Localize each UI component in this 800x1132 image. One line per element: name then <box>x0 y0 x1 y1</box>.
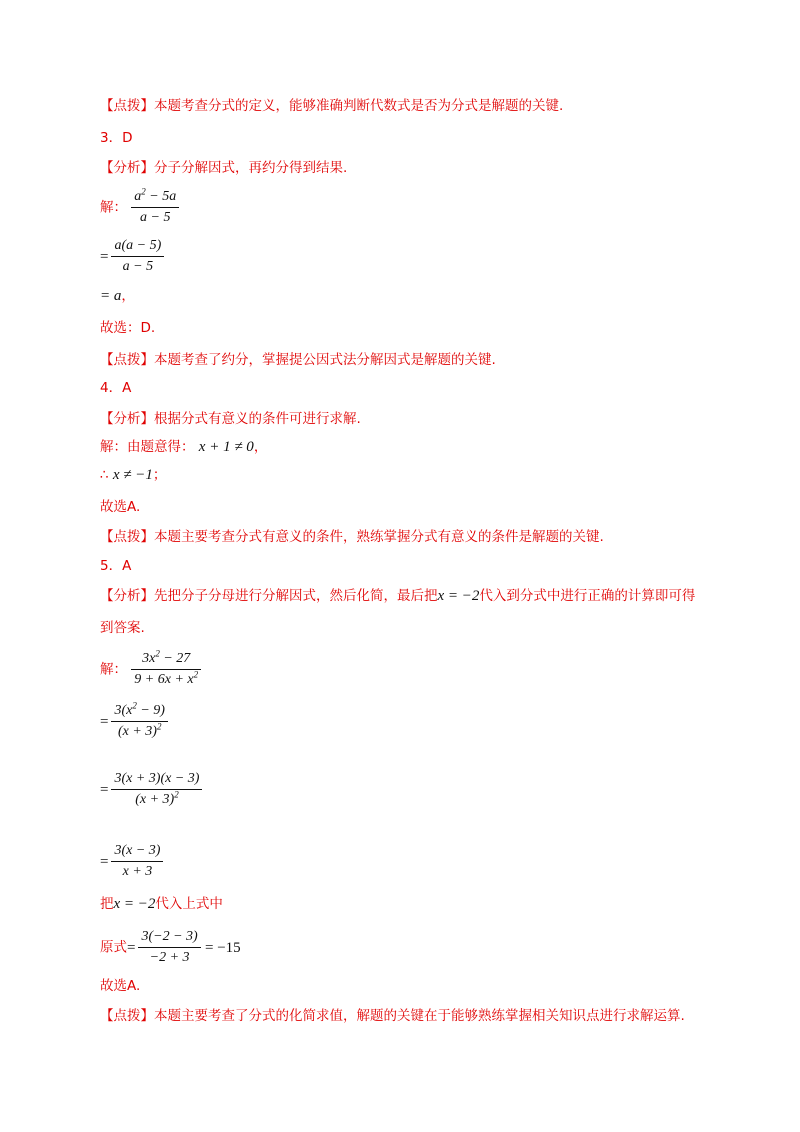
q3-step2 <box>100 237 164 276</box>
fraction <box>138 928 200 967</box>
numerator: 3(x + 3)(x − 3) <box>114 771 200 786</box>
q5-substitute <box>100 894 223 914</box>
solve-label: 解： <box>100 199 127 216</box>
q4-condition <box>100 437 267 457</box>
result-expression: = a <box>100 288 122 304</box>
q5-tip <box>100 1006 685 1026</box>
numerator: a(a − 5) <box>114 238 162 253</box>
result-expression: x ≠ −1 <box>112 467 153 483</box>
denominator: a − 5 <box>131 207 179 227</box>
q4-analysis <box>100 409 361 429</box>
substitute-label: 把 <box>100 896 114 912</box>
tip-text: 本题考查了约分，掌握提公因式法分解因式是解题的关键. <box>154 352 496 368</box>
solve-label: 解： <box>100 661 127 678</box>
therefore-symbol: ∴ <box>100 467 109 483</box>
tip-tag: 【点拨】 <box>100 98 154 114</box>
tip-text: 本题主要考查分式有意义的条件，熟练掌握分式有意义的条件是解题的关键. <box>154 529 604 545</box>
q5-analysis-wrap: 到答案. <box>100 620 145 636</box>
q2-tip <box>100 96 563 116</box>
fraction <box>131 650 201 689</box>
q5-step4 <box>100 842 163 881</box>
q4-choose: 故选A. <box>100 499 141 515</box>
q5-step1 <box>100 650 201 689</box>
fraction <box>131 188 179 227</box>
analysis-text-cont: 代入到分式中进行正确的计算即可得 <box>479 588 696 604</box>
substitute-label-cont: 代入上式中 <box>155 896 223 912</box>
numerator: $a^2 - 5a$ <box>134 186 177 204</box>
punctuation: ， <box>121 288 135 304</box>
q4-tip <box>100 527 604 547</box>
q4-result <box>100 465 166 485</box>
denominator: $(x + 3)^2$ <box>111 789 202 809</box>
denominator: $(x + 3)^2$ <box>111 721 168 741</box>
analysis-text: 根据分式有意义的条件可进行求解. <box>154 411 361 427</box>
fraction <box>111 237 164 276</box>
equals-sign: = <box>127 939 136 956</box>
numerator: $3x^2 - 27$ <box>142 648 191 666</box>
q5-step2 <box>100 702 168 741</box>
analysis-tag: 【分析】 <box>100 588 154 604</box>
q5-step3 <box>100 770 202 809</box>
q5-original <box>100 928 244 967</box>
solve-label: 解：由题意得： <box>100 439 195 455</box>
original-label: 原式 <box>100 939 127 956</box>
equals-sign: = <box>100 853 109 870</box>
equals-sign: = <box>100 781 109 798</box>
fraction <box>111 702 168 741</box>
equals-sign: = <box>100 248 109 265</box>
tip-text: 本题考查分式的定义，能够准确判断代数式是否为分式是解题的关键. <box>154 98 564 114</box>
tip-tag: 【点拨】 <box>100 529 154 545</box>
result-expression: = −15 <box>204 939 241 956</box>
tip-tag: 【点拨】 <box>100 352 154 368</box>
q4-answer: 4．A <box>100 380 132 396</box>
substitution-expression: x = −2 <box>437 588 480 604</box>
denominator: a − 5 <box>111 256 164 276</box>
tip-text: 本题主要考查了分式的化简求值，解题的关键在于能够熟练掌握相关知识点进行求解运算. <box>154 1008 685 1024</box>
q5-answer: 5．A <box>100 558 132 574</box>
denominator: −2 + 3 <box>138 947 200 967</box>
numerator: $3(x^2 - 9)$ <box>114 700 165 718</box>
analysis-tag: 【分析】 <box>100 160 154 176</box>
denominator: $9 + 6x + x^2$ <box>131 669 201 689</box>
analysis-text: 分子分解因式，再约分得到结果. <box>154 160 348 176</box>
denominator: x + 3 <box>111 861 163 881</box>
analysis-text: 先把分子分母进行分解因式，然后化简，最后把 <box>154 588 438 604</box>
q5-choose: 故选A. <box>100 978 141 994</box>
q3-step1 <box>100 188 179 227</box>
q3-tip <box>100 350 496 370</box>
substitution-expression: x = −2 <box>113 896 156 912</box>
punctuation: ； <box>152 467 167 483</box>
equals-sign: = <box>100 713 109 730</box>
q3-step3 <box>100 286 135 306</box>
punctuation: ， <box>253 439 268 455</box>
q5-analysis <box>100 586 695 606</box>
numerator: 3(x − 3) <box>114 843 161 858</box>
q3-analysis <box>100 158 347 178</box>
condition-expression: x + 1 ≠ 0 <box>198 439 254 455</box>
analysis-tag: 【分析】 <box>100 411 154 427</box>
fraction <box>111 770 202 809</box>
tip-tag: 【点拨】 <box>100 1008 154 1024</box>
fraction <box>111 842 163 881</box>
q3-answer: 3．D <box>100 130 133 146</box>
numerator: 3(−2 − 3) <box>141 929 198 944</box>
q3-choose: 故选：D. <box>100 320 156 336</box>
